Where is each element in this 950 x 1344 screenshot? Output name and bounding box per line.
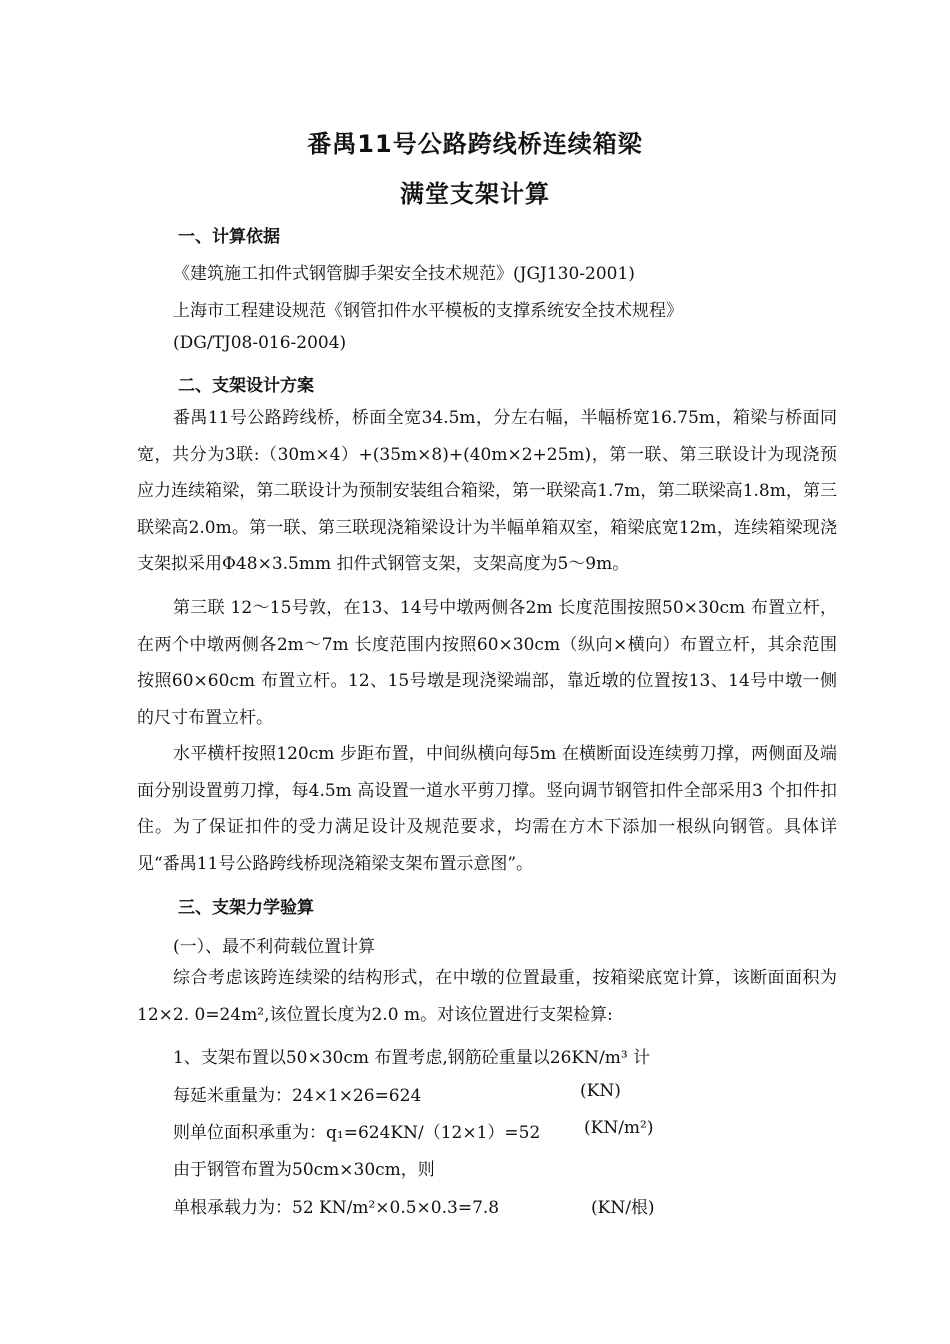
section-heading-basis: 一、计算依据 [178,227,280,247]
design-paragraph-2: 第三联 12～15号敦，在13、14号中墩两侧各2m 长度范围按照50×30cm 布置立杆，在两个中墩两侧各2m～7m 长度范围内按照60×30cm（纵向×横向）布置立杆，其余范围按照60×60cm 布置立杆。12、15号墩是现浇梁端部，靠近墩的位置按13、14号中墩一侧的尺寸布置立杆。 [137,598,837,728]
verification-paragraph: 综合考虑该跨连续梁的结构形式，在中墩的位置最重，按箱梁底宽计算，该断面面积为12×2. 0=24m²,该位置长度为2.0 m。对该位置进行支架检算: [137,968,837,1025]
calc-area-load: 则单位面积承重为：q₁=624KN/（12×1）=52 [173,1123,541,1143]
document-subtitle: 满堂支架计算 [400,180,550,208]
calc-weight: 每延米重量为：24×1×26=624 [173,1086,422,1106]
calc-area-load-unit: (KN/m²) [584,1118,654,1138]
calc-item-1: 1、支架布置以50×30cm 布置考虑,钢筋砼重量以26KN/m³ 计 [173,1048,651,1068]
subsection-heading: (一）、最不利荷载位置计算 [173,937,376,957]
design-paragraph-3: 水平横杆按照120cm 步距布置，中间纵横向每5m 在横断面设连续剪刀撑，两侧面及端面分别设置剪刀撑，每4.5m 高设置一道水平剪刀撑。竖向调节钢管扣件全部采用3 个扣件扣住。为了保证扣件的受力满足设计及规范要求，均需在方木下添加一根纵向钢管。具体详见“番禺11号公路跨线桥现浇箱梁支架布置示意图”。 [137,744,837,874]
calc-single-load-unit: (KN/根) [591,1198,655,1218]
section-heading-design: 二、支架设计方案 [178,376,314,396]
reference-2: 上海市工程建设规范《钢管扣件水平模板的支撑系统安全技术规程》 [173,301,683,321]
calc-single-load: 单根承载力为：52 KN/m²×0.5×0.3=7.8 [173,1198,500,1218]
document-title: 番禺11号公路跨线桥连续箱梁 [307,130,643,158]
calc-weight-unit: (KN) [580,1081,621,1101]
section-heading-verification: 三、支架力学验算 [178,898,314,918]
design-paragraph-1: 番禺11号公路跨线桥，桥面全宽34.5m，分左右幅，半幅桥宽16.75m，箱梁与桥面同宽，共分为3联:（30m×4）+(35m×8)+(40m×2+25m)，第一联、第三联设计为现浇预应力连续箱梁，第二联设计为预制安装组合箱梁，第一联梁高1.7m，第二联梁高1.8m，第三联梁高2.0m。第一联、第三联现浇箱梁设计为半幅单箱双室，箱梁底宽12m，连续箱梁现浇支架拟采用Φ48×3.5mm 扣件式钢管支架，支架高度为5～9m。 [137,408,837,574]
calc-layout-note: 由于钢管布置为50cm×30cm，则 [173,1160,435,1180]
reference-1: 《建筑施工扣件式钢管脚手架安全技术规范》(JGJ130-2001) [173,264,635,284]
reference-3: (DG/TJ08-016-2004) [173,333,347,353]
